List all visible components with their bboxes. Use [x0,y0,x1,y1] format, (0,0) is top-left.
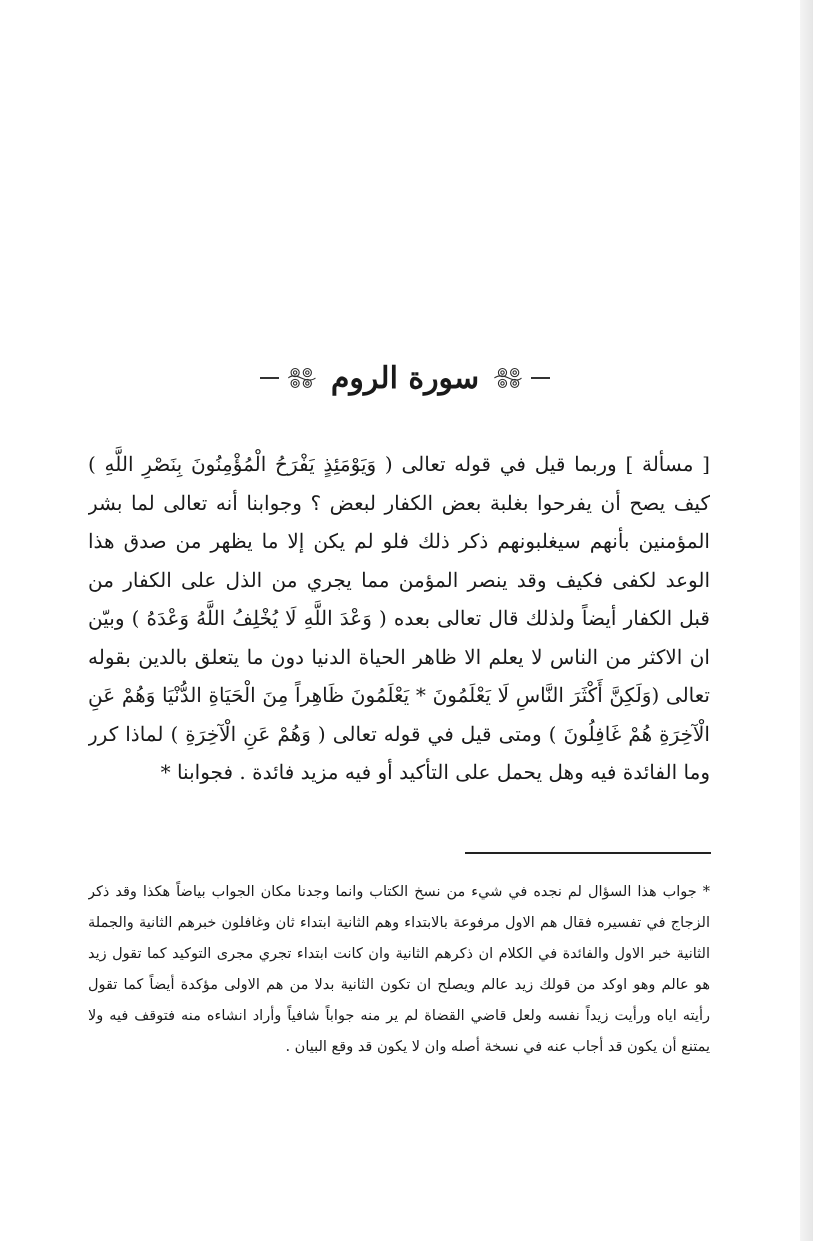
ornament-left-icon [493,358,523,398]
page-title: سورة الروم [330,360,480,396]
footnote-text: * جواب هذا السؤال لم نجده في شيء من نسخ الكتاب وانما وجدنا مكان الجواب بياضاً هكذا وقد ذكر الزجاج في تفسيره فقال هم الاول مرفوعة بالابتداء وهم الثانية ابتداء ثان وغافلون خبرهم الثانية والجملة الثانية خبر الاول والفائدة في الكلام ان ذكرهم الثانية وان كانت ابتداء تجري مجرى التوكيد كما تقول زيد هو عالم وهو اوكد من قولك زيد عالم ويصلح ان تكون الثانية بدلا من هم الاولى مؤكدة أيضاً كما تقول رأيته اياه ورأيت زيداً نفسه ولعل قاضي القضاة لم ير منه جواباً شافياً وأراد انشاءه منه فتوقف فيه ولا يمتنع أن يكون قد أجاب عنه في نسخة أصله وان لا يكون قد وقع البيان . [88,884,710,1055]
footnote-divider [465,852,711,854]
page-edge-shadow [800,0,813,1241]
ornament-right-icon [287,358,317,398]
ornament-line-left [260,377,279,379]
ornament-line-right [531,377,550,379]
chapter-header [260,350,550,406]
main-paragraph: [ مسألة ] وربما قيل في قوله تعالى ( وَيَوْمَئِذٍ يَفْرَحُ الْمُؤْمِنُونَ بِنَصْرِ اللَّهِ ) كيف يصح أن يفرحوا بغلبة بعض الكفار لبعض ؟ وجوابنا أنه تعالى لما بشر المؤمنين بأنهم سيغلبونهم ذكر ذلك فلو لم يكن إلا ما يظهر من صدق هذا الوعد لكفى فكيف وقد ينصر المؤمن مما يجري من الذل على الكفار من قبل الكفار أيضاً ولذلك قال تعالى بعده ( وَعْدَ اللَّهِ لَا يُخْلِفُ اللَّهُ وَعْدَهُ ) وبيّن ان الاكثر من الناس لا يعلم الا ظاهر الحياة الدنيا دون ما يتعلق بالدين بقوله تعالى (وَلَكِنَّ أَكْثَرَ النَّاسِ لَا يَعْلَمُونَ * يَعْلَمُونَ ظَاهِراً مِنَ الْحَيَاةِ الدُّنْيَا وَهُمْ عَنِ الْآخِرَةِ هُمْ غَافِلُونَ ) ومتى قيل في قوله تعالى ( وَهُمْ عَنِ الْآخِرَةِ ) لماذا كرر وما الفائدة فيه وهل يحمل على التأكيد أو فيه مزيد فائدة . فجوابنا * [88,452,710,784]
